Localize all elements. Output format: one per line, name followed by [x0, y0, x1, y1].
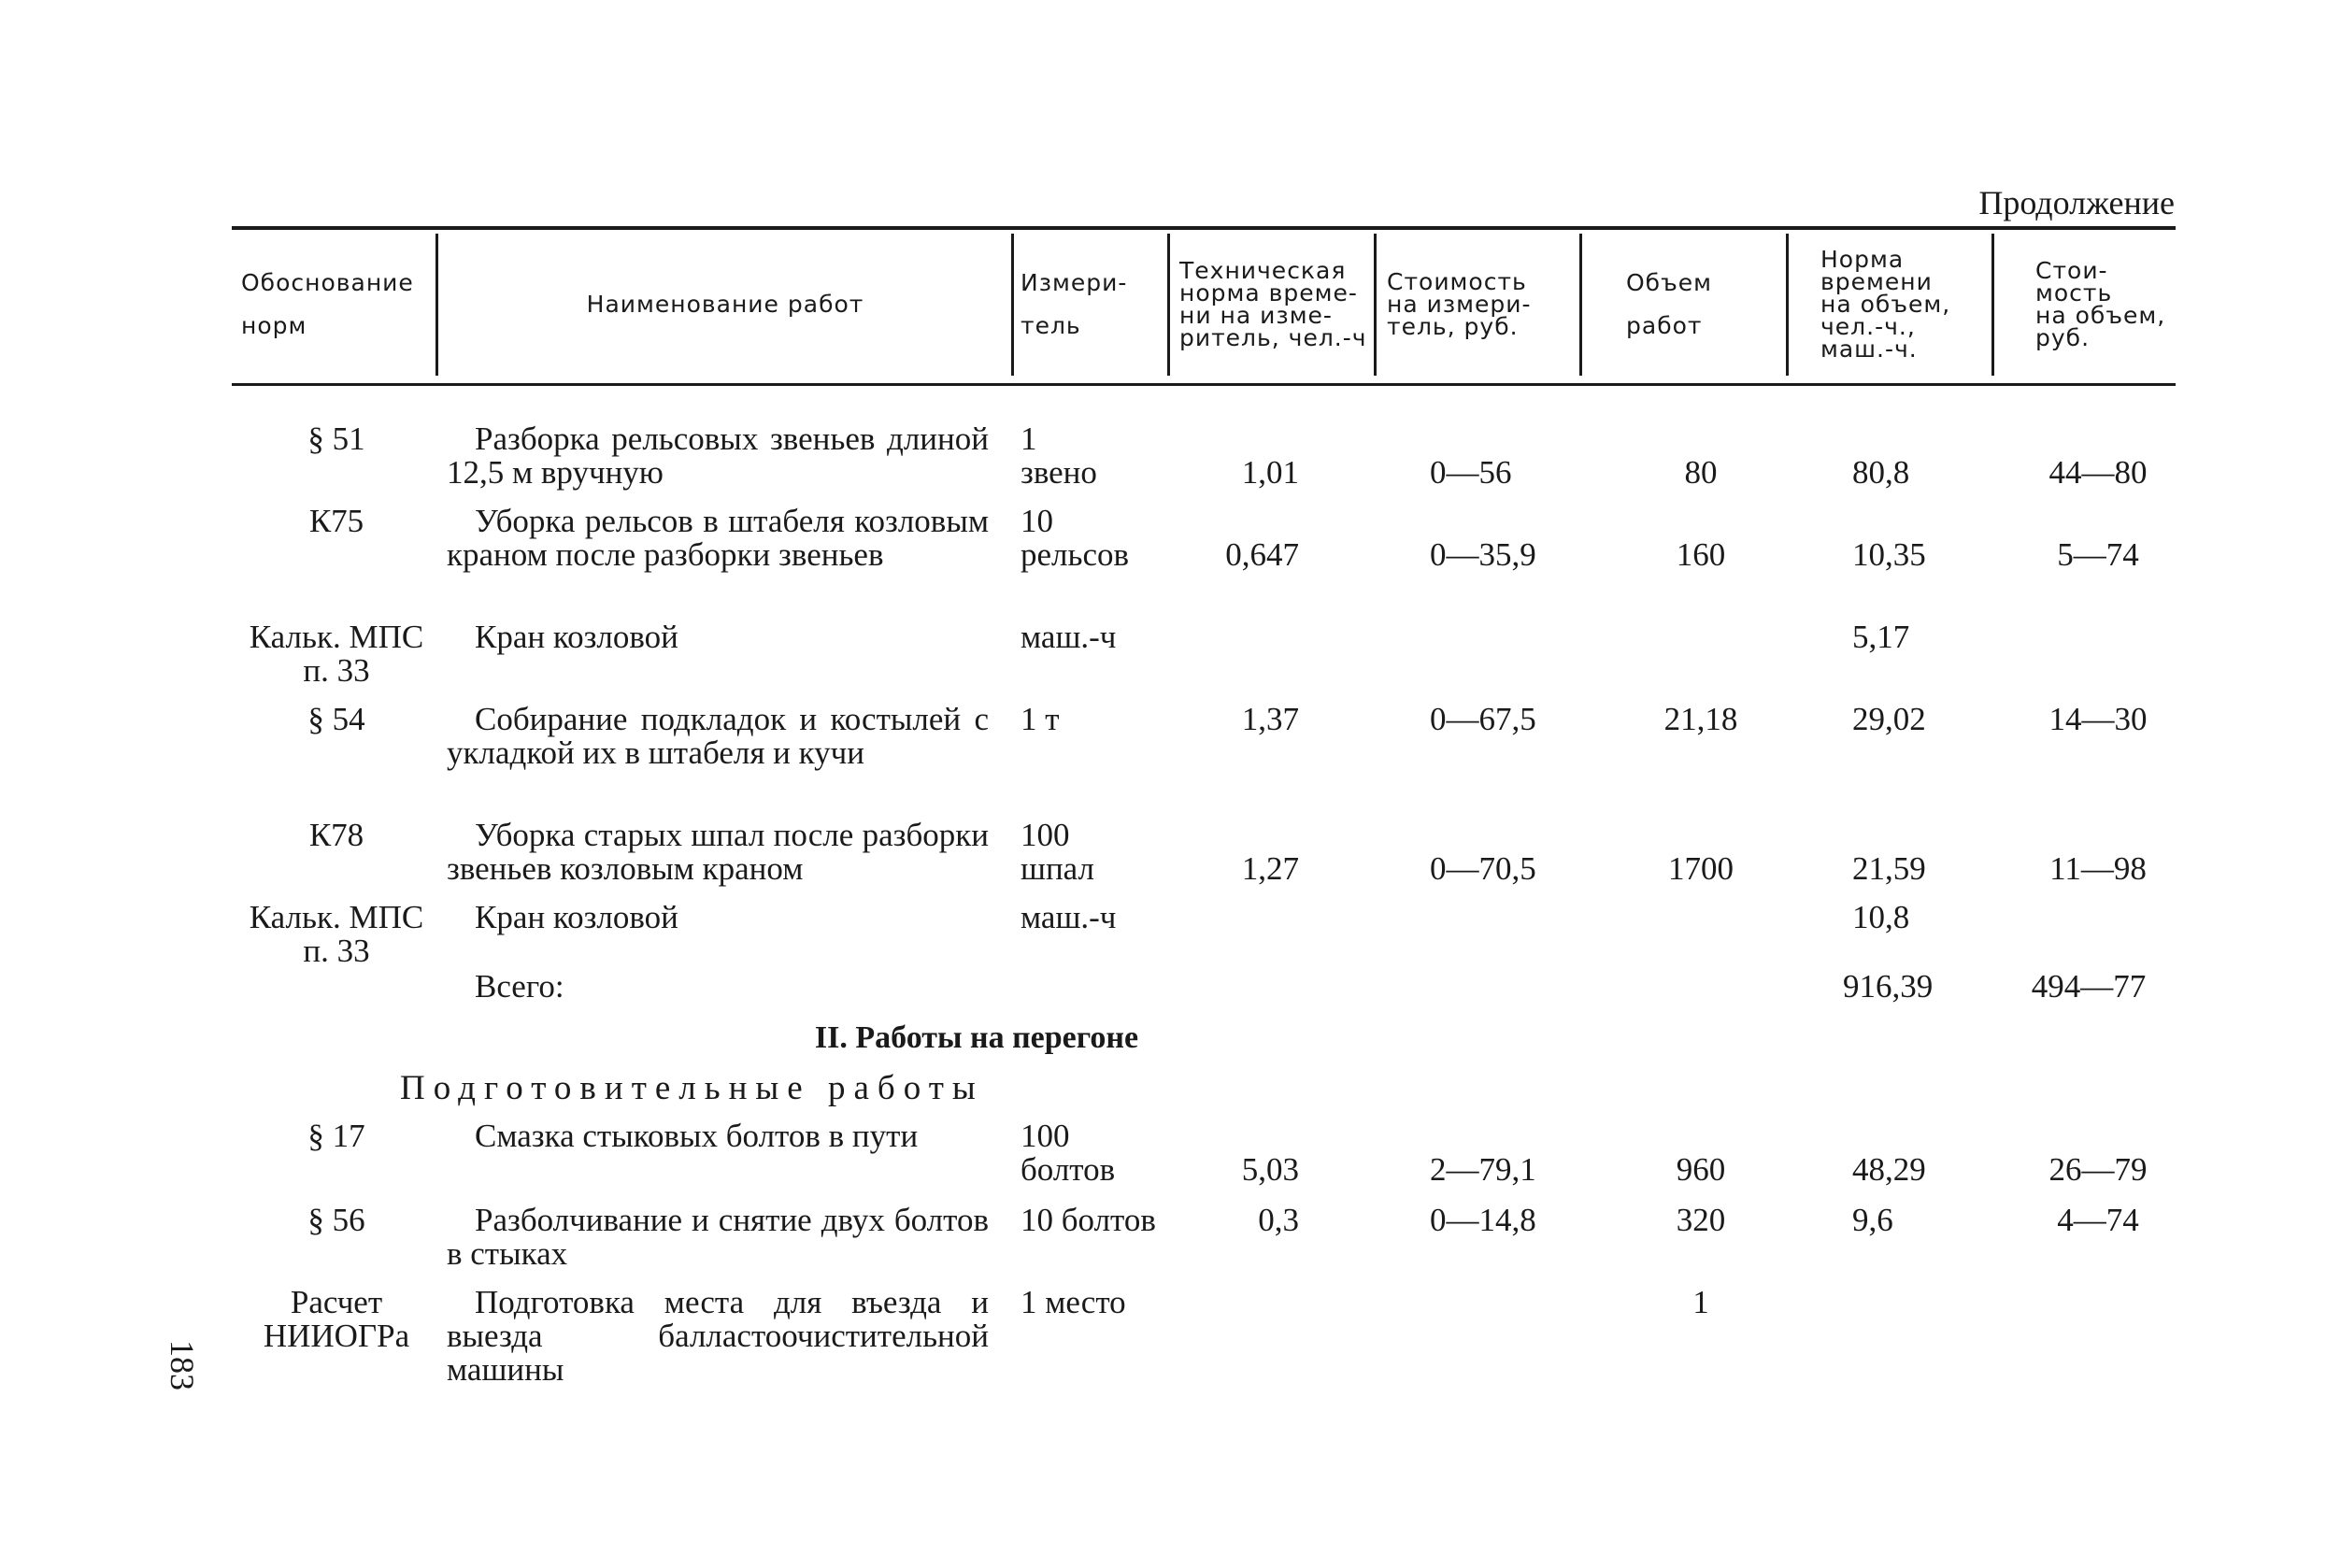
norm-volume-cell: 48,29: [1852, 1151, 1926, 1188]
basis-cell-line: § 17: [307, 1118, 365, 1154]
unit-cell-line: звено: [1021, 454, 1097, 491]
work-name-cell: [447, 1119, 989, 1153]
tech-norm-cell: 1,27: [1241, 850, 1299, 887]
norm-volume-cell: 10,35: [1852, 536, 1926, 573]
work-name-cell: [447, 422, 989, 490]
volume-cell: 160: [1676, 536, 1726, 573]
header-norm-volume-line: маш.-ч.: [1820, 335, 1918, 363]
header-norm-volume-line: Норма: [1820, 246, 1905, 273]
cost-volume-cell: 11—98: [2049, 850, 2147, 887]
cost-volume-cell: 14—30: [2048, 701, 2148, 737]
cost-unit-cell: 0—14,8: [1430, 1202, 1536, 1238]
header-divider: [1991, 234, 1994, 376]
norm-volume-cell: 29,02: [1852, 701, 1926, 737]
work-name-cell: [447, 819, 989, 886]
header-name-line: Наименование работ: [586, 291, 864, 318]
unit-cell: [1021, 901, 1189, 934]
basis-cell-line: § 51: [307, 421, 365, 457]
header-divider: [1011, 234, 1014, 376]
unit-cell-line: 100: [1021, 1118, 1070, 1154]
basis-cell-line: § 54: [307, 701, 365, 737]
basis-cell-line: п. 33: [303, 933, 370, 969]
tech-norm-cell: 0,647: [1225, 536, 1299, 573]
cost-volume-cell: 4—74: [2057, 1202, 2139, 1238]
header-tech-norm: [1179, 234, 1371, 376]
unit-cell-line: 1: [1021, 421, 1037, 457]
unit-cell-line: рельсов: [1021, 536, 1130, 573]
header-norm-volume: [1820, 234, 1989, 376]
header-divider: [435, 234, 438, 376]
work-name-cell: [447, 703, 989, 770]
header-divider: [1374, 234, 1377, 376]
header-cost-volume-line: мость: [2035, 279, 2113, 306]
work-name-text: Разборка рельсовых звеньев длиной 12,5 м вручную: [447, 421, 989, 491]
work-name-text: Кран козловой: [475, 899, 678, 935]
unit-cell-line: болтов: [1021, 1151, 1116, 1188]
header-cost-unit-line: тель, руб.: [1387, 313, 1519, 340]
tech-norm-cell: 1,37: [1241, 701, 1299, 737]
header-divider: [1579, 234, 1582, 376]
header-basis: [241, 234, 434, 376]
unit-cell: [1021, 1119, 1189, 1187]
work-name-text: Подготовка места для въезда и выезда балластоочистительной машины: [447, 1284, 989, 1388]
basis-cell: [229, 620, 444, 688]
header-volume-line: работ: [1626, 312, 1703, 339]
header-divider: [1167, 234, 1170, 376]
unit-cell-line: маш.-ч: [1021, 619, 1117, 655]
cost-unit-cell: 0—56: [1430, 454, 1512, 491]
work-name-cell: [447, 620, 989, 654]
continuation-label: Продолжение: [1978, 184, 2175, 221]
volume-cell: 21,18: [1663, 701, 1738, 737]
basis-cell: [229, 422, 444, 456]
header-name: [439, 234, 1011, 376]
unit-cell-line: 10 болтов: [1021, 1202, 1156, 1238]
unit-cell-line: маш.-ч: [1021, 899, 1117, 935]
cost-unit-cell: 2—79,1: [1430, 1151, 1536, 1188]
header-cost-volume-line: на объем,: [2035, 302, 2166, 329]
basis-cell-line: К78: [308, 817, 364, 853]
basis-cell: [229, 505, 444, 538]
table-top-rule: [232, 226, 2176, 230]
header-tech-norm-line: Техническая: [1179, 257, 1347, 284]
unit-cell-line: 100: [1021, 817, 1070, 853]
basis-cell-line: К75: [308, 503, 364, 539]
header-tech-norm-line: ни на изме-: [1179, 302, 1333, 329]
volume-cell: 320: [1676, 1202, 1726, 1238]
basis-cell: [229, 1119, 444, 1153]
unit-cell: [1021, 422, 1189, 490]
header-norm-volume-line: на объем,: [1820, 291, 1951, 318]
unit-cell: [1021, 620, 1189, 654]
tech-norm-cell: 0,3: [1258, 1202, 1299, 1238]
header-cost-unit-line: Стоимость: [1387, 268, 1527, 295]
section-title: II. Работы на перегоне: [814, 1020, 1139, 1055]
work-name-text: Уборка старых шпал после разборки звеньев козловым краном: [447, 817, 989, 887]
volume-cell: 960: [1676, 1151, 1726, 1188]
unit-cell: [1021, 1286, 1189, 1319]
header-basis-line: норм: [241, 312, 307, 339]
basis-cell: [229, 819, 444, 852]
norm-volume-cell: 80,8: [1852, 454, 1910, 491]
work-name-text: Уборка рельсов в штабеля козловым краном после разборки звеньев: [447, 503, 989, 573]
header-norm-volume-line: времени: [1820, 268, 1933, 295]
unit-cell-line: шпал: [1021, 850, 1094, 887]
basis-cell-line: Кальк. МПС: [249, 619, 424, 655]
basis-cell-line: § 56: [307, 1202, 365, 1238]
subsection-title: Подготовительные работы: [400, 1069, 984, 1107]
cost-volume-cell: 5—74: [2057, 536, 2139, 573]
header-cost-volume: [2035, 234, 2176, 376]
work-name-cell: [447, 1286, 989, 1387]
total-cost-volume: 494—77: [2031, 968, 2147, 1005]
basis-cell-line: НИИОГРа: [263, 1318, 410, 1354]
header-norm-volume-line: чел.-ч.,: [1820, 313, 1916, 340]
page-number: 183: [164, 1340, 201, 1390]
work-name-cell: [447, 901, 989, 934]
total-label: Всего:: [475, 968, 564, 1005]
tech-norm-cell: 5,03: [1241, 1151, 1299, 1188]
norm-volume-cell: 21,59: [1852, 850, 1926, 887]
work-name-text: Кран козловой: [475, 619, 678, 655]
unit-cell: [1021, 1204, 1189, 1237]
unit-cell: [1021, 505, 1189, 572]
basis-cell-line: Расчет: [290, 1284, 383, 1320]
header-unit-line: тель: [1021, 312, 1081, 339]
cost-volume-cell: 44—80: [2048, 454, 2148, 491]
header-tech-norm-line: ритель, чел.-ч: [1179, 324, 1367, 351]
tech-norm-cell: 1,01: [1241, 454, 1299, 491]
header-divider: [1786, 234, 1789, 376]
unit-cell: [1021, 703, 1189, 736]
unit-cell: [1021, 819, 1189, 886]
basis-cell-line: Кальк. МПС: [249, 899, 424, 935]
basis-cell: [229, 1204, 444, 1237]
header-cost-unit-line: на измери-: [1387, 291, 1532, 318]
work-name-text: Собирание подкладок и костылей с укладкой их в штабеля и кучи: [447, 701, 989, 771]
work-name-cell: [447, 1204, 989, 1271]
volume-cell: 1: [1692, 1284, 1709, 1320]
cost-unit-cell: 0—70,5: [1430, 850, 1536, 887]
header-volume-line: Объем: [1626, 269, 1712, 296]
basis-cell-line: п. 33: [303, 652, 370, 689]
header-cost-unit: [1387, 234, 1574, 376]
unit-cell-line: 1 место: [1021, 1284, 1126, 1320]
basis-cell: [229, 901, 444, 968]
norm-volume-cell: 5,17: [1852, 619, 1910, 655]
volume-cell: 80: [1684, 454, 1718, 491]
basis-cell: [229, 1286, 444, 1353]
header-cost-volume-line: Стои-: [2035, 257, 2108, 284]
cost-unit-cell: 0—67,5: [1430, 701, 1536, 737]
work-name-cell: [447, 505, 989, 572]
work-name-text: Смазка стыковых болтов в пути: [475, 1118, 919, 1154]
norm-volume-cell: 10,8: [1852, 899, 1910, 935]
cost-unit-cell: 0—35,9: [1430, 536, 1536, 573]
unit-cell-line: 1 т: [1021, 701, 1060, 737]
unit-cell-line: 10: [1021, 503, 1053, 539]
header-volume: [1626, 234, 1776, 376]
basis-cell: [229, 703, 444, 736]
header-unit: [1021, 234, 1161, 376]
work-name-text: Разболчивание и снятие двух болтов в стыках: [447, 1202, 989, 1272]
header-basis-line: Обоснование: [241, 269, 414, 296]
cost-volume-cell: 26—79: [2048, 1151, 2148, 1188]
norm-volume-cell: 9,6: [1852, 1202, 1893, 1238]
total-norm-volume: 916,39: [1843, 968, 1934, 1005]
volume-cell: 1700: [1668, 850, 1734, 887]
header-cost-volume-line: руб.: [2035, 324, 2091, 351]
table-header-rule: [232, 383, 2176, 386]
header-tech-norm-line: норма време-: [1179, 279, 1358, 306]
header-unit-line: Измери-: [1021, 269, 1128, 296]
